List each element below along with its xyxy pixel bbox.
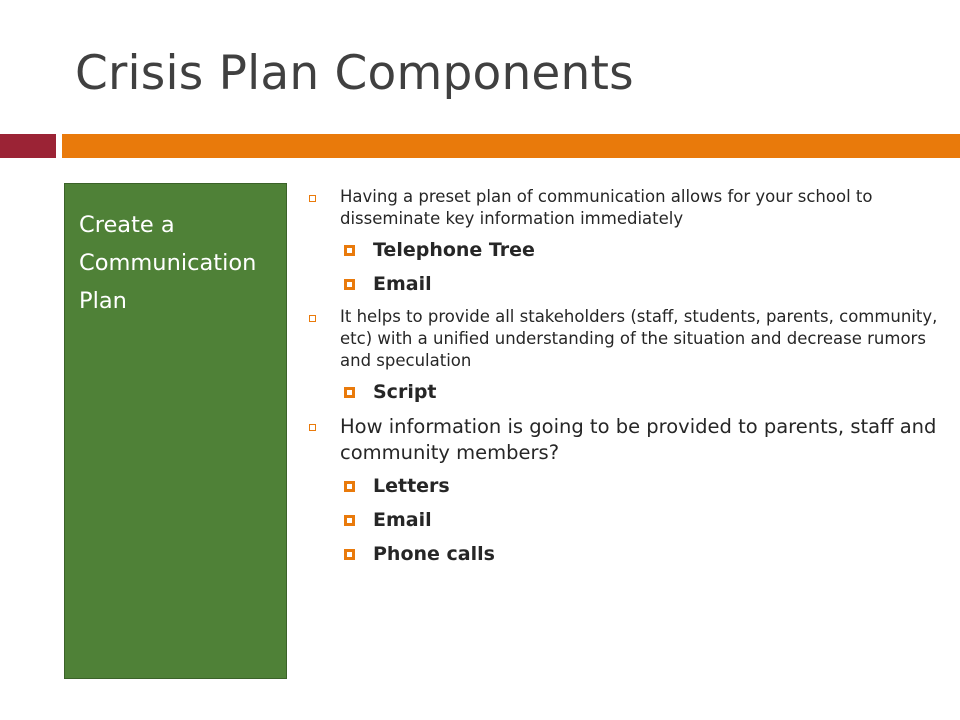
- section-label-line: Create a: [79, 212, 175, 238]
- sub-bullet-item: [302, 272, 942, 296]
- sub-bullet-item: [302, 238, 942, 262]
- title-underline-red-bar: [0, 134, 56, 158]
- square-bullet-icon: [309, 195, 316, 202]
- title-underline-orange-bar: [62, 134, 960, 158]
- square-bullet-icon: [309, 315, 316, 322]
- filled-square-bullet-icon: [344, 549, 355, 560]
- section-label-line: Plan: [79, 288, 127, 314]
- filled-square-bullet-icon: [344, 245, 355, 256]
- sub-bullet-item: [302, 474, 942, 498]
- sub-bullet-text: Telephone Tree: [373, 239, 535, 261]
- section-label-panel: [64, 183, 287, 679]
- bullet-item: [302, 306, 942, 372]
- filled-square-bullet-icon: [344, 279, 355, 290]
- sub-bullet-text: Phone calls: [373, 543, 495, 565]
- bullet-text: How information is going to be provided to parents, staff and community members?: [340, 415, 937, 464]
- sub-bullet-text: Script: [373, 381, 437, 403]
- sub-bullet-text: Email: [373, 509, 432, 531]
- slide-title: Crisis Plan Components: [75, 46, 634, 101]
- bullet-item: [302, 414, 942, 466]
- bullet-text: Having a preset plan of communication allows for your school to disseminate key information immediately: [340, 187, 873, 228]
- filled-square-bullet-icon: [344, 481, 355, 492]
- bullet-item: [302, 186, 942, 230]
- filled-square-bullet-icon: [344, 387, 355, 398]
- filled-square-bullet-icon: [344, 515, 355, 526]
- bullet-text: It helps to provide all stakeholders (staff, students, parents, community, etc) with a unified understanding of the situation and decrease rumors and speculation: [340, 307, 938, 370]
- sub-bullet-item: [302, 508, 942, 532]
- bullet-list: [302, 186, 942, 576]
- section-label: [79, 206, 279, 320]
- sub-bullet-text: Email: [373, 273, 432, 295]
- sub-bullet-item: [302, 542, 942, 566]
- square-bullet-icon: [309, 424, 316, 431]
- sub-bullet-item: [302, 380, 942, 404]
- sub-bullet-text: Letters: [373, 475, 450, 497]
- section-label-line: Communication: [79, 250, 257, 276]
